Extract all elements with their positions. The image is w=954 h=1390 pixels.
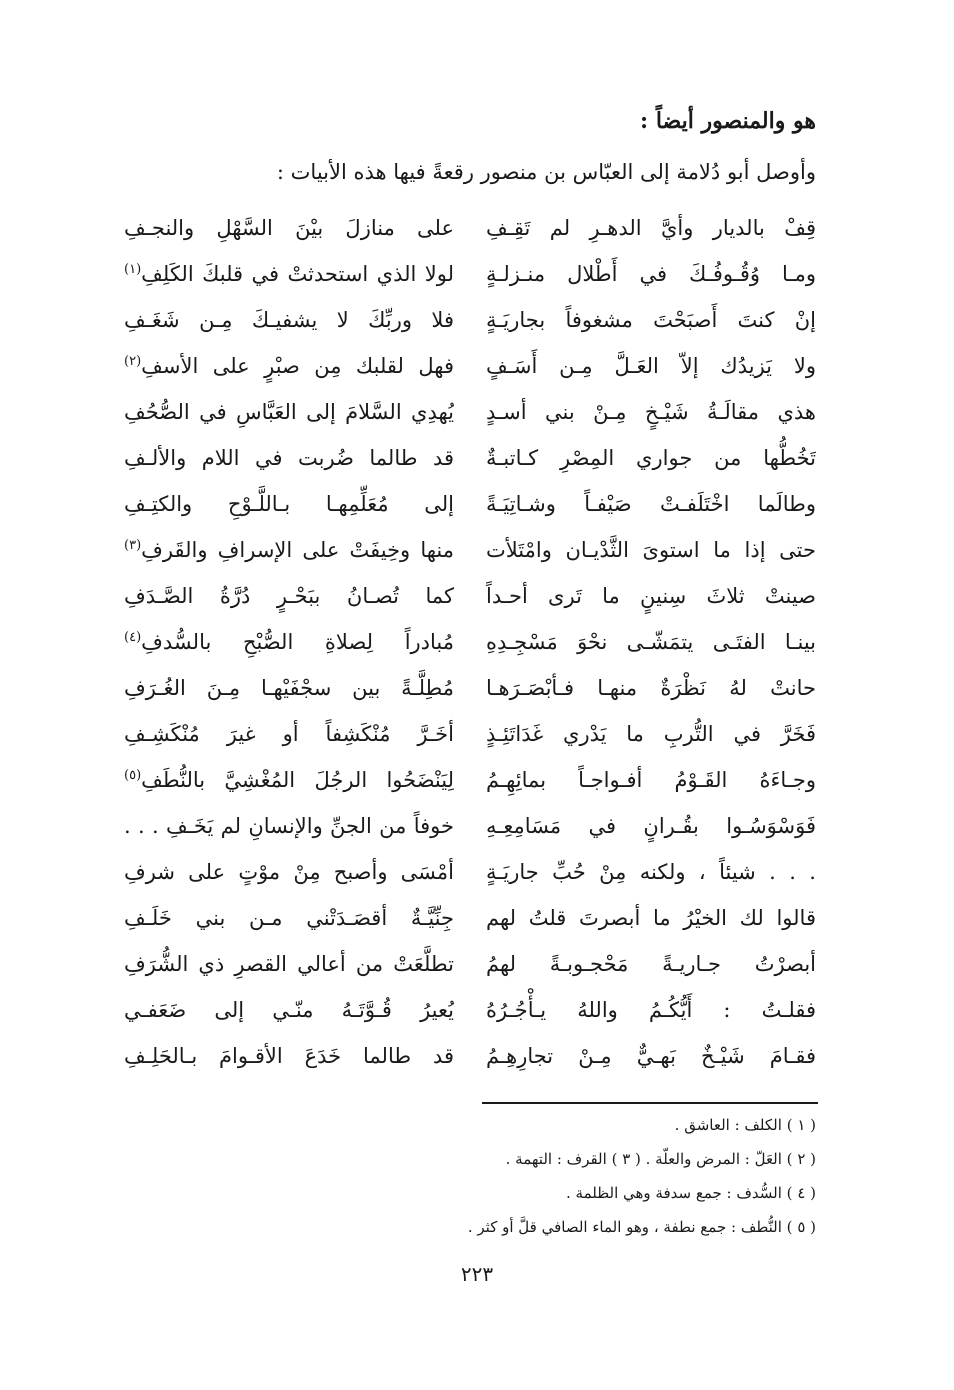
verse-hemistich-first: هذي مقالَـةُ شَيْـخٍ مِـنْ بني أسـدٍ — [486, 400, 816, 424]
verse-hemistich-first: . . . شيئاً ، ولكنه مِنْ حُبِّ جاريَـةٍ — [486, 860, 816, 884]
verse-hemistich-second — [124, 619, 454, 665]
verse-text: لِيَنْضَحُوا الرجُلَ المُغْشِيَّ بالنُّطَفِ — [141, 768, 454, 792]
verse-hemistich-first: قالوا لك الخيْرُ ما أبصرتَ قلتُ لهم — [486, 906, 816, 930]
verse-text: لولا الذي استحدثتْ في قلبكَ الكَلِفِ — [141, 262, 454, 286]
footnote-marker: (٢) — [124, 354, 142, 369]
footnote: ( ٢ ) العَلّ : المرض والعلّة . ( ٣ ) القرف : التهمة . — [505, 1150, 816, 1168]
verse-hemistich-first: ولا يَزيدُك إلاّ العَـلَّ مِـن أَسَـفٍ — [486, 354, 816, 378]
verse-hemistich-second — [124, 665, 454, 711]
verse-hemistich-first: فَخَرَّ في التُّربِ ما يَدْري غَدَاتَئِـذٍ — [486, 722, 816, 746]
verse-hemistich-second — [124, 573, 454, 619]
footnote: ( ١ ) الكلف : العاشق . — [674, 1116, 816, 1134]
verse-hemistich-second — [124, 941, 454, 987]
verse-hemistich-first: حتى إذا ما استوىَ الثَّدْيـان وامْتَلأت — [486, 538, 816, 562]
footnote-divider — [482, 1102, 818, 1104]
verse-hemistich-second — [124, 1033, 454, 1079]
verse-hemistich-second — [124, 803, 454, 849]
verse-text: قد طالما ضُربت في اللام والألـفِ — [124, 446, 454, 470]
footnote: ( ٥ ) النُّطف : جمع نطفة ، وهو الماء الصافي قلَّ أو كثر . — [467, 1218, 816, 1236]
verse-hemistich-second — [124, 849, 454, 895]
verse-hemistich-second — [124, 435, 454, 481]
verse-text: أخَـرَّ مُنْكَشِفاً أو غيرَ مُنْكَشِـفِ — [124, 722, 454, 746]
verse-hemistich-second — [124, 343, 454, 389]
verse-hemistich-second — [124, 895, 454, 941]
verse-hemistich-first: فَوَسْوَسُـوا بقُـرانٍ في مَسَامِعِـهِ — [486, 814, 816, 838]
verse-text: جِنِّيَّـةٌ أقصَـدَتْني مـن بني خَلَـفِ — [124, 906, 454, 930]
verse-hemistich-first: فقلـتُ : أَيُّكُـمُ واللهُ يـأْجُـرُهُ — [486, 998, 816, 1022]
page-number: ٢٢٣ — [460, 1262, 494, 1286]
verse-hemistich-first: ومـا وُقُـوفُـكَ في أَطْلال منـزلـةٍ — [486, 262, 816, 286]
verse-text: تطلَّعَتْ من أعالي القصرِ ذي الشُّرَفِ — [124, 952, 454, 976]
verse-hemistich-first: أبصرْتُ جـاريـةً مَحْجـوبـةً لهمُ — [486, 952, 816, 976]
verse-text: إلى مُعَلِّمِهـا بـاللَّـوْحِ والكتِـفِ — [124, 492, 454, 516]
verse-hemistich-first: وجـاءَهُ القَـوْمُ أفـواجـاً بمائِهِـمُ — [486, 768, 816, 792]
footnotes — [467, 1108, 816, 1244]
verse-hemistich-second — [124, 297, 454, 343]
verse-hemistich-first: بينـا الفتَـى يتمَشّـى نحْوَ مَسْجِـدِهِ — [486, 630, 816, 654]
verse-hemistich-second — [124, 711, 454, 757]
verse-hemistich-second — [124, 481, 454, 527]
verse-hemistich-first: صينتْ ثلاثَ سِنينٍ ما تَرى أحـداً — [486, 584, 816, 608]
footnote-marker: (٤) — [124, 630, 142, 645]
verse-text: على منازلَ بيْنَ السَّهْلِ والنجـفِ — [124, 216, 454, 240]
verse-text: خوفاً من الجنِّ والإنسانِ لم يَخَـفِ . . . — [124, 814, 454, 838]
verse-hemistich-first: وطالَما اخْتَلَفـتْ صَيْفـاً وشـاتِيَـةً — [486, 492, 816, 516]
verse-hemistich-second — [124, 987, 454, 1033]
footnote: ( ٤ ) السُّدف : جمع سدفة وهي الظلمة . — [565, 1184, 816, 1202]
intro-line: وأوصل أبو دُلامة إلى العبّاس بن منصور رقعةً فيها هذه الأبيات : — [276, 160, 816, 184]
verse-text: منها وخِيفَتْ على الإسرافِ والقَرفِ — [141, 538, 454, 562]
footnote-marker: (٥) — [124, 768, 142, 783]
verse-hemistich-first: فقـامَ شَيْـخٌ بَهـيٌّ مِـنْ تجارِهِـمُ — [486, 1044, 816, 1068]
verse-text: مُطِلَّـةً بين سجْفَيْهـا مِـنَ الغُـرَفِ — [124, 676, 454, 700]
verse-text: فلا وربِّكَ لا يشفيـكَ مِـن شَغَـفِ — [124, 308, 454, 332]
verse-hemistich-first: حانتْ لهُ نَظْرَةٌ منهـا فـأبْصَـرَهـا — [486, 676, 816, 700]
verse-text: مُبادراً لِصلاةِ الصُّبْحِ بالسُّدفِ — [141, 630, 454, 654]
verses-first-hemistich-column — [486, 205, 816, 1079]
verse-hemistich-second — [124, 389, 454, 435]
footnote-marker: (٣) — [124, 538, 142, 553]
verse-hemistich-first: تَخُطُّها من جواري المِصْرِ كـاتبـةٌ — [486, 446, 816, 470]
verse-hemistich-second — [124, 757, 454, 803]
verses-second-hemistich-column — [124, 205, 454, 1079]
verse-hemistich-first: إنْ كنتَ أَصبَحْتَ مشغوفاً بجاريَـةٍ — [486, 308, 816, 332]
verse-hemistich-second — [124, 251, 454, 297]
verse-text: يُعيرُ قُـوَّتَـهُ منّـي إلى ضَعَفـي — [124, 998, 454, 1022]
verse-text: كما تُصـانُ ببَحْـرٍ دُرَّةُ الصَّـدَفِ — [124, 584, 454, 608]
section-heading: هو والمنصور أيضاً : — [640, 108, 816, 134]
footnote-marker: (١) — [124, 262, 142, 277]
verse-text: قد طالما خَدَعَ الأقـوامَ بـالحَلِـفِ — [124, 1044, 454, 1068]
verse-hemistich-second — [124, 205, 454, 251]
verse-hemistich-second — [124, 527, 454, 573]
verse-hemistich-first: قِفْ بالديار وأيَّ الدهـرِ لم تَقِـفِ — [486, 216, 816, 240]
verse-text: أمْسَى وأصبح مِنْ موْتٍ على شرفِ — [124, 860, 454, 884]
verse-text: يُهدِي السَّلامَ إلى العَبَّاسِ في الصُّحُفِ — [124, 400, 454, 424]
verse-text: فهل لقلبك مِن صبْرٍ على الأسفِ — [141, 354, 454, 378]
